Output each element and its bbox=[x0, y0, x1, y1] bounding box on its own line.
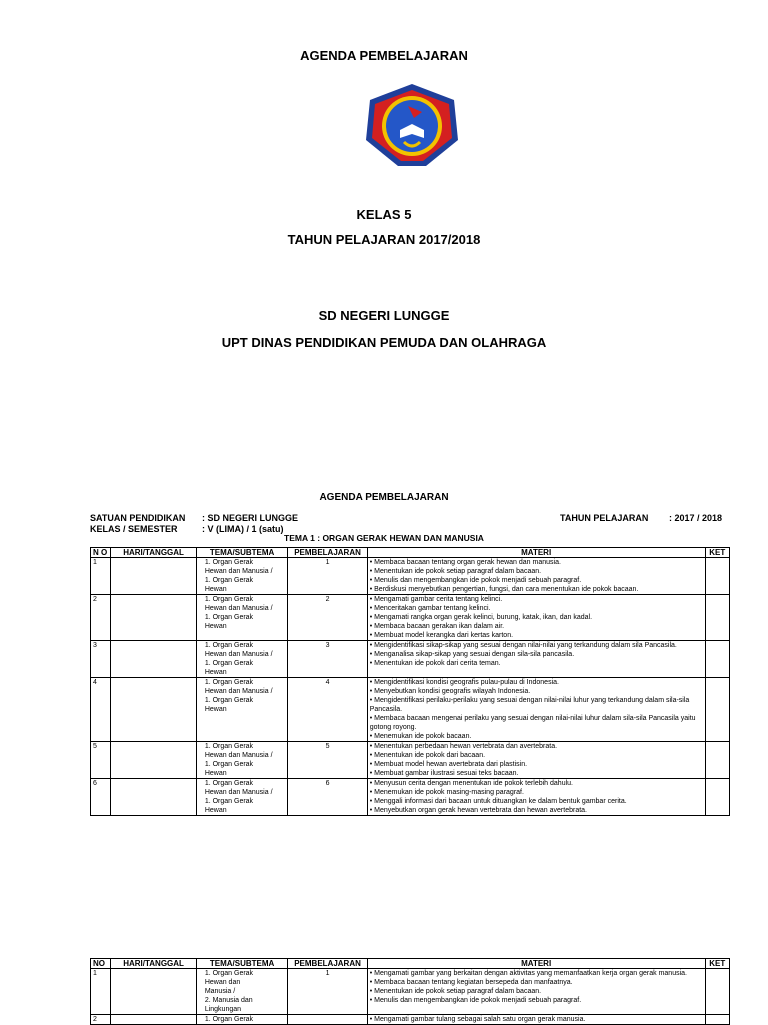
cell-ket bbox=[705, 595, 729, 641]
tema-line: Hewan bbox=[204, 586, 227, 593]
materi-item: • Membaca bacaan gerakan ikan dalam air. bbox=[369, 623, 505, 630]
materi-item: • Menganalisa sikap-sikap yang sesuai dengan sila-sila pancasila. bbox=[369, 651, 575, 658]
cell-hari bbox=[111, 742, 196, 779]
cell-ket bbox=[705, 641, 729, 678]
tema-line: 1. Organ Gerak bbox=[204, 798, 254, 805]
cell-no: 1 bbox=[91, 558, 111, 595]
materi-item: • Menggali informasi dari bacaan untuk dituangkan ke dalam bentuk gambar cerita. bbox=[369, 798, 627, 805]
cell-ket bbox=[705, 969, 729, 1015]
materi-item: • Membaca bacaan mengenai perilaku yang sesuai dengan nilai-nilai luhur dalam sila-sila Pancasila yaitu gotong royong. bbox=[369, 715, 696, 731]
materi-item: • Mengamati gambar tulang sebagai salah satu organ gerak manusia. bbox=[369, 1016, 586, 1023]
cell-pembelajaran: 3 bbox=[288, 641, 367, 678]
cell-tema bbox=[196, 969, 288, 1015]
materi-item: • Menyebutkan kondisi geografis wilayah Indonesia. bbox=[369, 688, 531, 695]
materi-item: • Menentukan perbedaan hewan vertebrata dan avertebrata. bbox=[369, 743, 558, 750]
cover-title: AGENDA PEMBELAJARAN bbox=[300, 48, 468, 63]
materi-item: • Mengamati gambar cerita tentang kelinci. bbox=[369, 596, 503, 603]
cell-materi bbox=[367, 969, 705, 1015]
header-materi: MATERI bbox=[367, 548, 705, 558]
materi-item: • Membaca bacaan tentang kegiatan bersepeda dan manfaatnya. bbox=[369, 979, 573, 986]
cell-hari bbox=[111, 558, 196, 595]
cell-no: 4 bbox=[91, 678, 111, 742]
materi-item: • Membaca bacaan tentang organ gerak hewan dan manusia. bbox=[369, 559, 561, 566]
table-row bbox=[91, 595, 730, 641]
header-pembelajaran: PEMBELAJARAN bbox=[288, 959, 367, 969]
tema-line: Hewan dan Manusia / bbox=[204, 688, 273, 695]
materi-item: • Menentukan ide pokok dari bacaan. bbox=[369, 752, 486, 759]
school-logo bbox=[364, 82, 460, 168]
cell-ket bbox=[705, 678, 729, 742]
cell-pembelajaran: 4 bbox=[288, 678, 367, 742]
table-row bbox=[91, 641, 730, 678]
cell-no: 6 bbox=[91, 779, 111, 816]
cell-tema bbox=[196, 558, 288, 595]
materi-item: • Membuat model hewan avertebrata dari plastisin. bbox=[369, 761, 528, 768]
tema-line: 1. Organ Gerak bbox=[204, 761, 254, 768]
table-row bbox=[91, 1015, 730, 1025]
materi-item: • Membuat gambar ilustrasi sesuai teks bacaan. bbox=[369, 770, 519, 777]
cell-materi bbox=[367, 595, 705, 641]
header-no: NO bbox=[91, 959, 111, 969]
materi-item: • Mengidentifikasi perilaku-perilaku yang sesuai dengan nilai-nilai luhur yang terkandung dalam sila-sila Pancasila. bbox=[369, 697, 690, 713]
cell-materi bbox=[367, 678, 705, 742]
tema-line: Hewan dan Manusia / bbox=[204, 605, 273, 612]
tema-line: Lingkungan bbox=[204, 1006, 242, 1013]
tema-line: 1. Organ Gerak bbox=[204, 970, 254, 977]
materi-item: • Mengidentifikasi sikap-sikap yang sesuai dengan nilai-nilai yang terkandung dalam sila Pancasila. bbox=[369, 642, 677, 649]
satuan-label: SATUAN PENDIDIKAN bbox=[90, 513, 186, 523]
materi-item: • Mengamati rangka organ gerak kelinci, burung, katak, ikan, dan kadal. bbox=[369, 614, 593, 621]
cell-no: 3 bbox=[91, 641, 111, 678]
cell-pembelajaran bbox=[288, 1015, 367, 1025]
materi-item: • Menyusun cerita dengan menentukan ide pokok terlebih dahulu. bbox=[369, 780, 573, 787]
cover-dinas: UPT DINAS PENDIDIKAN PEMUDA DAN OLAHRAGA bbox=[221, 335, 547, 350]
materi-item: • Menentukan ide pokok setiap paragraf dalam bacaan. bbox=[369, 568, 542, 575]
materi-item: • Mengamati gambar yang berkaitan dengan aktivitas yang memanfaatkan kerja organ gerak manusia. bbox=[369, 970, 687, 977]
cell-materi bbox=[367, 558, 705, 595]
materi-item: • Menentukan ide pokok dari cerita teman. bbox=[369, 660, 501, 667]
header-hari: HARI/TANGGAL bbox=[111, 959, 196, 969]
tahun-label: TAHUN PELAJARAN bbox=[560, 513, 649, 523]
cell-tema bbox=[196, 1015, 288, 1025]
tema-line: 2. Manusia dan bbox=[204, 997, 253, 1004]
tema-line: 1. Organ Gerak bbox=[204, 1016, 254, 1023]
cell-pembelajaran: 2 bbox=[288, 595, 367, 641]
header-tema: TEMA/SUBTEMA bbox=[196, 548, 288, 558]
header-ket: KET bbox=[705, 959, 729, 969]
tema-line: 1. Organ Gerak bbox=[204, 780, 254, 787]
cell-tema bbox=[196, 678, 288, 742]
cover-kelas: KELAS 5 bbox=[356, 207, 412, 222]
cell-tema bbox=[196, 742, 288, 779]
table-row bbox=[91, 969, 730, 1015]
cell-ket bbox=[705, 779, 729, 816]
kelas-value: : V (LIMA) / 1 (satu) bbox=[202, 524, 284, 534]
materi-item: • Menulis dan mengembangkan ide pokok menjadi sebuah paragraf. bbox=[369, 997, 582, 1004]
cell-no: 2 bbox=[91, 595, 111, 641]
tema-line: 1. Organ Gerak bbox=[204, 614, 254, 621]
materi-item: • Menulis dan mengembangkan ide pokok menjadi sebuah paragraf. bbox=[369, 577, 582, 584]
tema-line: Hewan bbox=[204, 623, 227, 630]
tema-line: Hewan bbox=[204, 807, 227, 814]
cell-materi bbox=[367, 779, 705, 816]
tema-line: Hewan dan Manusia / bbox=[204, 752, 273, 759]
cell-no: 5 bbox=[91, 742, 111, 779]
cell-pembelajaran: 1 bbox=[288, 969, 367, 1015]
tema-title: TEMA 1 : ORGAN GERAK HEWAN DAN MANUSIA bbox=[284, 533, 484, 543]
tema-line: Hewan dan bbox=[204, 979, 241, 986]
header-materi: MATERI bbox=[367, 959, 705, 969]
materi-item: • Menemukan ide pokok bacaan. bbox=[369, 733, 472, 740]
cell-hari bbox=[111, 641, 196, 678]
cell-pembelajaran: 5 bbox=[288, 742, 367, 779]
table-row bbox=[91, 558, 730, 595]
agenda-title: AGENDA PEMBELAJARAN bbox=[319, 492, 449, 503]
tema-line: Hewan dan Manusia / bbox=[204, 789, 273, 796]
cell-pembelajaran: 6 bbox=[288, 779, 367, 816]
tema-line: 1. Organ Gerak bbox=[204, 660, 254, 667]
cell-ket bbox=[705, 558, 729, 595]
materi-item: • Menyebutkan organ gerak hewan vertebrata dan hewan avertebrata. bbox=[369, 807, 587, 814]
materi-item: • Menentukan ide pokok setiap paragraf dalam bacaan. bbox=[369, 988, 542, 995]
tema-line: Hewan dan Manusia / bbox=[204, 651, 273, 658]
cell-tema bbox=[196, 779, 288, 816]
tema-line: 1. Organ Gerak bbox=[204, 743, 254, 750]
table-row bbox=[91, 742, 730, 779]
tahun-value: : 2017 / 2018 bbox=[669, 513, 723, 523]
cell-ket bbox=[705, 742, 729, 779]
cell-no: 1 bbox=[91, 969, 111, 1015]
tema-line: Manusia / bbox=[204, 988, 236, 995]
header-ket: KET bbox=[705, 548, 729, 558]
header-hari: HARI/TANGGAL bbox=[111, 548, 196, 558]
tema-line: Hewan bbox=[204, 706, 227, 713]
materi-item: • Berdiskusi menyebutkan pengertian, fungsi, dan cara menentukan ide pokok bacaan. bbox=[369, 586, 639, 593]
cell-hari bbox=[111, 595, 196, 641]
cover-tahun: TAHUN PELAJARAN 2017/2018 bbox=[287, 232, 481, 247]
cell-materi bbox=[367, 1015, 705, 1025]
satuan-value: : SD NEGERI LUNGGE bbox=[202, 513, 299, 523]
cell-hari bbox=[111, 969, 196, 1015]
tema-line: 1. Organ Gerak bbox=[204, 679, 254, 686]
cell-tema bbox=[196, 595, 288, 641]
header-pembelajaran: PEMBELAJARAN bbox=[288, 548, 367, 558]
cell-materi bbox=[367, 641, 705, 678]
tema-line: 1. Organ Gerak bbox=[204, 596, 254, 603]
cell-no: 2 bbox=[91, 1015, 111, 1025]
table-header-row bbox=[91, 548, 730, 558]
header-tema: TEMA/SUBTEMA bbox=[196, 959, 288, 969]
kelas-label: KELAS / SEMESTER bbox=[90, 524, 178, 534]
cell-hari bbox=[111, 678, 196, 742]
cell-tema bbox=[196, 641, 288, 678]
tema-line: 1. Organ Gerak bbox=[204, 642, 254, 649]
cell-hari bbox=[111, 779, 196, 816]
cell-ket bbox=[705, 1015, 729, 1025]
tema-line: 1. Organ Gerak bbox=[204, 559, 254, 566]
header-no: N O bbox=[91, 548, 111, 558]
cell-materi bbox=[367, 742, 705, 779]
cell-pembelajaran: 1 bbox=[288, 558, 367, 595]
tema-line: Hewan dan Manusia / bbox=[204, 568, 273, 575]
table-row bbox=[91, 779, 730, 816]
agenda-table-1 bbox=[90, 547, 730, 816]
materi-item: • Membuat model kerangka dari kertas karton. bbox=[369, 632, 514, 639]
cell-hari bbox=[111, 1015, 196, 1025]
materi-item: • Menemukan ide pokok masing-masing paragraf. bbox=[369, 789, 524, 796]
table-row bbox=[91, 678, 730, 742]
tema-line: Hewan bbox=[204, 770, 227, 777]
cover-school: SD NEGERI LUNGGE bbox=[318, 308, 450, 323]
table-header-row bbox=[91, 959, 730, 969]
tema-line: Hewan bbox=[204, 669, 227, 676]
agenda-table-2 bbox=[90, 958, 730, 1025]
tema-line: 1. Organ Gerak bbox=[204, 697, 254, 704]
materi-item: • Menceritakan gambar tentang kelinci. bbox=[369, 605, 491, 612]
materi-item: • Mengidentifikasi kondisi geografis pulau-pulau di Indonesia. bbox=[369, 679, 559, 686]
tema-line: 1. Organ Gerak bbox=[204, 577, 254, 584]
